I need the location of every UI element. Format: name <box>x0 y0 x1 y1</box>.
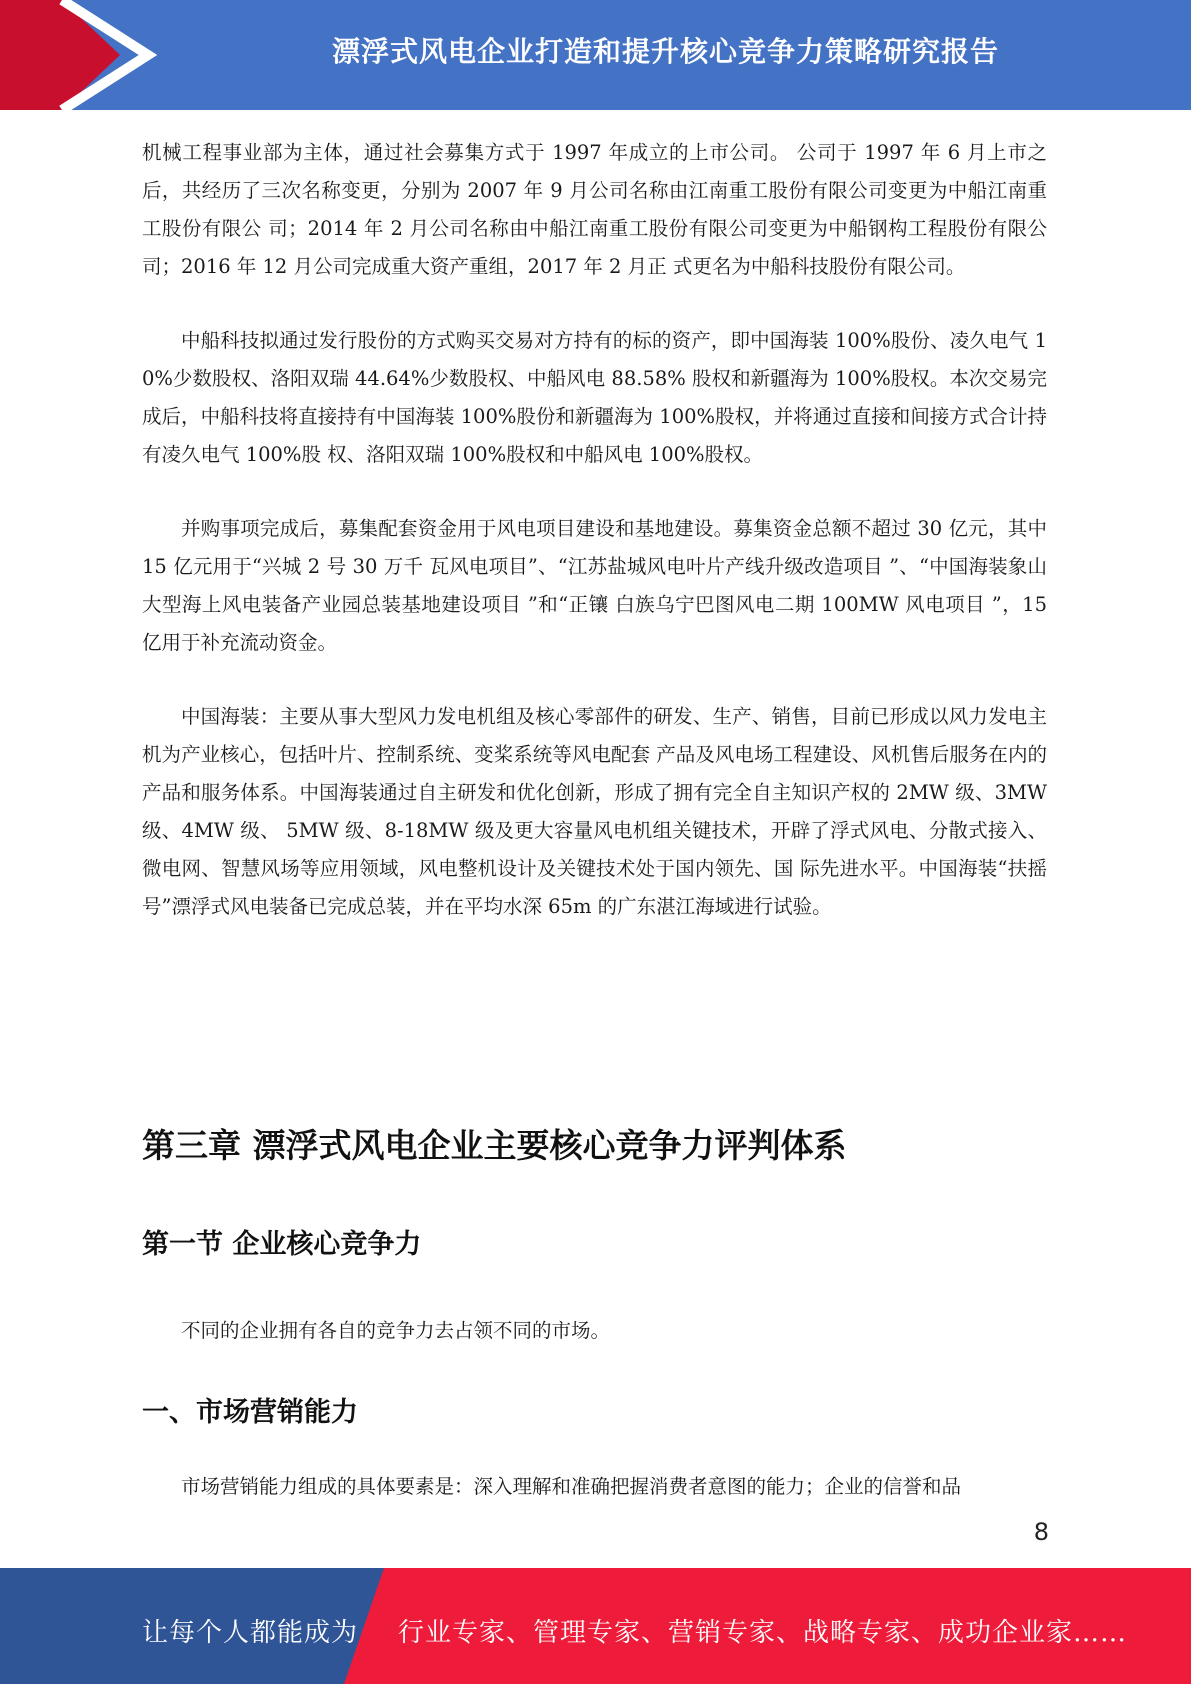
page-footer <box>0 1568 1191 1684</box>
subsection-title: 一、市场营销能力 <box>142 1397 358 1428</box>
header-arrow-decoration <box>0 0 160 110</box>
page-number: 8 <box>1033 1518 1049 1546</box>
paragraph-acquisition: 中船科技拟通过发行股份的方式购买交易对方持有的标的资产，即中国海装 100%股份、凌久电气 10%少数股权、洛阳双瑞 44.64%少数股权、中船风电 88.58% 股权和新疆海为 100%股权。本次交易完成后，中船科技将直接持有中国海装 100%股份和新疆海为 100%股权，并将通过直接和间接方式合计持有凌久电气 100%股 权、洛阳双瑞 100%股权和中船风电 100%股权。 <box>142 329 1047 466</box>
paragraph-company-history: 机械工程事业部为主体，通过社会募集方式于 1997 年成立的上市公司。 公司于 1997 年 6 月上市之后，共经历了三次名称变更，分别为 2007 年 9 月公司名称由江南重工股份有限公司变更为中船江南重工股份有限公 司；2014 年 2 月公司名称由中船江南重工股份有限公司变更为中船钢构工程股份有限公司；2016 年 12 月公司完成重大资产重组，2017 年 2 月正 式更名为中船科技股份有限公司。 <box>142 141 1047 278</box>
section-title: 第一节 企业核心竞争力 <box>142 1229 422 1260</box>
footer-slogan-right: 行业专家、管理专家、营销专家、战略专家、成功企业家…… <box>398 1618 1128 1648</box>
footer-slogan-left: 让每个人都能成为 <box>142 1618 359 1648</box>
report-title: 漂浮式风电企业打造和提升核心竞争力策略研究报告 <box>331 35 999 68</box>
page-header <box>0 0 1191 110</box>
chapter-title: 第三章 漂浮式风电企业主要核心竞争力评判体系 <box>142 1126 847 1165</box>
section-intro: 不同的企业拥有各自的竞争力去占领不同的市场。 <box>181 1319 611 1342</box>
paragraph-fundraising: 并购事项完成后，募集配套资金用于风电项目建设和基地建设。募集资金总额不超过 30 亿元，其中 15 亿元用于“兴城 2 号 30 万千 瓦风电项目”、“江苏盐城风电叶片产线升级改造项目 ”、“中国海装象山大型海上风电装备产业园总装基地建设项目 ”和“正镶 白族乌宁巴图风电二期 100MW 风电项目 ”，15 亿用于补充流动资金。 <box>142 517 1047 654</box>
subsection-text: 市场营销能力组成的具体要素是：深入理解和准确把握消费者意图的能力；企业的信誉和品 <box>181 1475 962 1498</box>
paragraph-china-haizhuang: 中国海装：主要从事大型风力发电机组及核心零部件的研发、生产、销售，目前已形成以风力发电主机为产业核心，包括叶片、控制系统、变桨系统等风电配套 产品及风电场工程建设、风机售后服务在内的产品和服务体系。中国海装通过自主研发和优化创新，形成了拥有完全自主知识产权的 2MW 级、3MW 级、4MW 级、 5MW 级、8-18MW 级及更大容量风电机组关键技术，开辟了浮式风电、分散式接入、微电网、智慧风场等应用领域，风电整机设计及关键技术处于国内领先、国 际先进水平。中国海装“扶摇号”漂浮式风电装备已完成总装，并在平均水深 65m 的广东湛江海域进行试验。 <box>142 705 1047 918</box>
body-content <box>142 134 1047 962</box>
